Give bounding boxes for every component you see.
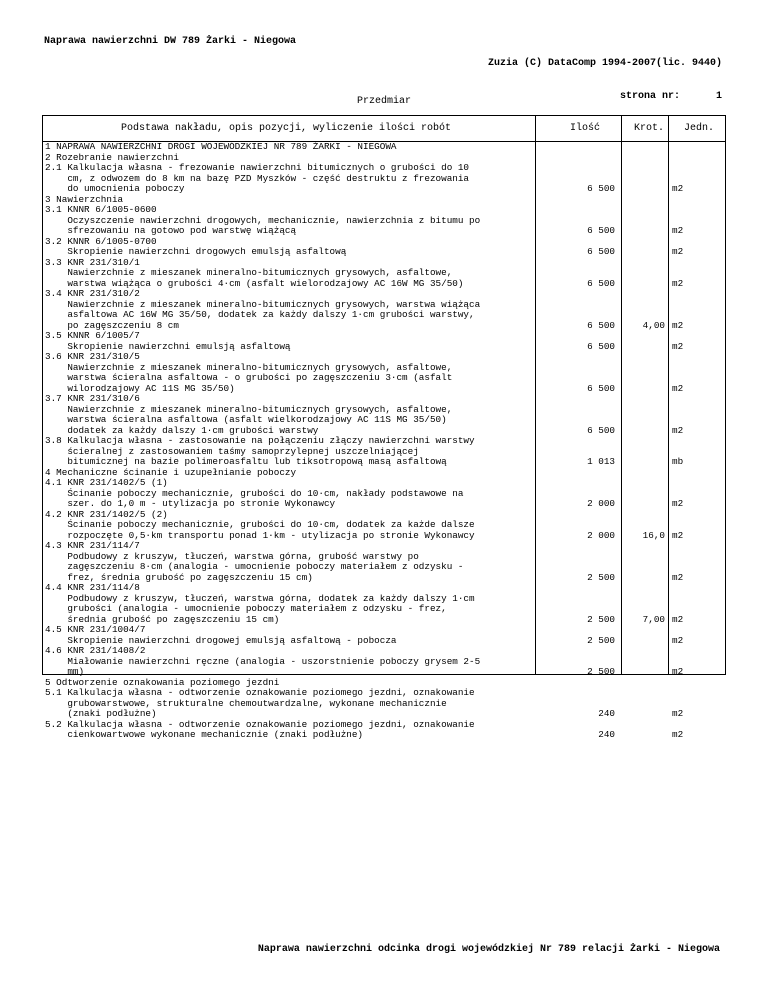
item-unit: m2 <box>672 246 684 257</box>
description-line: ścieralnej z zastosowaniem taśmy samoprzylepnej uszczelniającej <box>45 445 419 457</box>
description-line: 5 Odtworzenie oznakowania poziomego jezdni <box>45 676 280 688</box>
item-unit: m2 <box>672 340 684 352</box>
description-line: 5.2 Kalkulacja własna - odtworzenie oznakowanie poziomego jezdni, oznakowanie <box>45 718 475 730</box>
column-header-description: Podstawa nakładu, opis pozycji, wyliczenie ilości robót <box>121 123 452 134</box>
description-line: Nawierzchnie z mieszanek mineralno-bitumicznych grysowych, asfaltowe, <box>45 403 453 415</box>
table-row <box>43 352 725 394</box>
item-quantity: 1 013 <box>587 456 615 467</box>
column-header-multiplier: Krot. <box>634 123 665 134</box>
item-quantity: 2 000 <box>587 498 615 509</box>
item-quantity: 6 500 <box>587 183 615 194</box>
item-quantity: 2 500 <box>587 634 615 646</box>
description-line: szer. do 1,0 m - utylizacja po stronie Wykonawcy <box>45 498 336 509</box>
item-unit: m2 <box>672 613 684 625</box>
description-line: 3.3 KNR 231/310/1 <box>45 256 140 268</box>
item-multiplier: 7,00 <box>642 613 665 625</box>
column-header-unit: Jedn. <box>684 123 715 134</box>
description-line: cm, z odwozem do 8 km na bazę PZD Myszków - część destruktu z frezowania <box>45 172 470 184</box>
item-unit: m2 <box>672 498 684 509</box>
item-unit: m2 <box>672 708 684 719</box>
item-quantity: 6 500 <box>587 340 615 352</box>
description-line: rozpoczęte 0,5·km transportu ponad 1·km - utylizacja po stronie Wykonawcy <box>45 529 475 541</box>
description-line: 4.2 KNR 231/1402/5 (2) <box>45 508 168 520</box>
item-quantity: 6 500 <box>587 277 615 289</box>
description-line: po zagęszczeniu 8 cm <box>45 319 179 331</box>
item-description <box>43 720 535 741</box>
table-row <box>43 289 725 331</box>
description-line: grubości (analogia - umocnienie poboczy materiałem z odzysku - frez, <box>45 603 447 614</box>
item-description <box>43 258 535 290</box>
table-row <box>43 142 725 153</box>
document-header-left: Naprawa nawierzchni DW 789 Żarki - Niegowa <box>44 36 297 47</box>
description-line: mm) <box>45 666 85 677</box>
item-multiplier: 16,0 <box>642 529 665 541</box>
item-description <box>43 237 535 258</box>
table-row <box>43 541 725 583</box>
table-row <box>43 646 725 678</box>
table-header <box>43 116 725 142</box>
item-quantity: 2 500 <box>587 571 615 583</box>
item-description <box>43 394 535 436</box>
item-unit: m2 <box>672 319 684 331</box>
item-unit: m2 <box>672 382 684 394</box>
item-unit: m2 <box>672 225 684 236</box>
table-row <box>43 688 725 720</box>
description-line: wilorodzajowy AC 11S MG 35/50) <box>45 382 235 394</box>
item-description <box>43 436 535 468</box>
description-line: Skropienie nawierzchni drogowych emulsją asfaltową <box>45 246 347 257</box>
item-unit: m2 <box>672 183 684 194</box>
item-unit: m2 <box>672 424 684 436</box>
item-description <box>43 163 535 195</box>
description-line: (znaki podłużne) <box>45 708 157 719</box>
description-line: 3.2 KNNR 6/1005-0700 <box>45 235 157 247</box>
item-quantity: 6 500 <box>587 246 615 257</box>
table-row <box>43 205 725 237</box>
description-line: Ścinanie poboczy mechanicznie, grubości do 10·cm, dodatek za każde dalsze <box>45 519 475 530</box>
item-unit: m2 <box>672 634 684 646</box>
item-description <box>43 646 535 678</box>
table-row <box>43 237 725 258</box>
description-line: frez, średnia grubość po zagęszczeniu 15 cm) <box>45 571 313 583</box>
item-description <box>43 510 535 542</box>
description-line: Skropienie nawierzchni emulsją asfaltową <box>45 340 291 352</box>
description-line: 3.4 KNR 231/310/2 <box>45 288 140 299</box>
description-line: 4.5 KNR 231/1004/7 <box>45 624 146 635</box>
item-description <box>43 205 535 237</box>
document-footer: Naprawa nawierzchni odcinka drogi wojewódzkiej Nr 789 relacji Żarki - Niegowa <box>257 944 720 955</box>
description-line: zagęszczeniu 8·cm (analogia - umocnienie poboczy materiałem z odzysku - <box>45 561 464 572</box>
description-line: cienkowartwowe wykonane mechanicznie (znaki podłużne) <box>45 729 364 740</box>
description-line: 5.1 Kalkulacja własna - odtworzenie oznakowanie poziomego jezdni, oznakowanie <box>45 687 475 698</box>
item-description <box>43 541 535 583</box>
description-line: Podbudowy z kruszyw, tłuczeń, warstwa górna, grubość warstwy po <box>45 550 419 562</box>
item-unit: m2 <box>672 666 684 677</box>
item-description <box>43 352 535 394</box>
description-line: 1 NAPRAWA NAWIERZCHNI DROGI WOJEWÓDZKIEJ NR 789 ŻARKI - NIEGOWA <box>45 141 397 152</box>
description-line: Skropienie nawierzchni drogowej emulsją asfaltową - pobocza <box>45 634 397 646</box>
document-title: Przedmiar <box>356 96 411 107</box>
item-quantity: 2 000 <box>587 529 615 541</box>
item-description <box>43 583 535 625</box>
item-quantity: 2 500 <box>587 666 615 677</box>
item-quantity: 240 <box>598 708 615 719</box>
table-row <box>43 331 725 352</box>
table-row <box>43 436 725 468</box>
item-unit: m2 <box>672 571 684 583</box>
item-description <box>43 142 535 153</box>
item-quantity: 6 500 <box>587 424 615 436</box>
description-line: 4.3 KNR 231/114/7 <box>45 540 140 551</box>
item-description <box>43 625 535 646</box>
item-quantity: 6 500 <box>587 225 615 236</box>
item-description <box>43 331 535 352</box>
description-line: warstwa ścieralna asfaltowa - o grubości po zagęszczeniu 3·cm (asfalt <box>45 372 453 383</box>
description-line: Miałowanie nawierzchni ręczne (analogia - uszorstnienie poboczy grysem 2-5 <box>45 655 481 667</box>
description-line: 4.6 KNR 231/1408/2 <box>45 645 146 656</box>
item-unit: m2 <box>672 729 684 740</box>
description-line: grubowarstwowe, strukturalne chemoutwardzalne, wykonane mechanicznie <box>45 697 447 709</box>
item-quantity: 6 500 <box>587 319 615 331</box>
description-line: Oczyszczenie nawierzchni drogowych, mechanicznie, nawierzchnia z bitumu po <box>45 214 481 226</box>
item-unit: m2 <box>672 529 684 541</box>
table-row <box>43 510 725 542</box>
item-description <box>43 688 535 720</box>
description-line: Ścinanie poboczy mechanicznie, grubości do 10·cm, nakłady podstawowe na <box>45 487 464 499</box>
item-quantity: 6 500 <box>587 382 615 394</box>
description-line: warstwa ścieralna asfaltowa (asfalt wielkorodzajowy AC 11S MG 35/50) <box>45 414 447 425</box>
item-unit: mb <box>672 456 684 467</box>
description-line: 3.5 KNNR 6/1005/7 <box>45 330 140 341</box>
item-unit: m2 <box>672 277 684 289</box>
description-line: 4.4 KNR 231/114/8 <box>45 582 140 593</box>
item-description <box>43 478 535 510</box>
description-line: asfaltowa AC 16W MG 35/50, dodatek za każdy dalszy 1·cm grubości warstwy, <box>45 309 475 320</box>
description-line: 3.6 KNR 231/310/5 <box>45 351 140 362</box>
description-line: 4 Mechaniczne ścinanie i uzupełnianie poboczy <box>45 466 297 478</box>
table-row <box>43 583 725 625</box>
software-license-line: Zuzia (C) DataComp 1994-2007(lic. 9440) <box>487 58 722 69</box>
column-header-quantity: Ilość <box>570 123 601 134</box>
description-line: Nawierzchnie z mieszanek mineralno-bitumicznych grysowych, asfaltowe, <box>45 361 453 373</box>
table-row <box>43 394 725 436</box>
table-row <box>43 478 725 510</box>
description-line: średnia grubość po zagęszczeniu 15 cm) <box>45 613 280 625</box>
measurement-table <box>42 115 726 740</box>
description-line: warstwa wiążąca o grubości 4·cm (asfalt wielorodzajowy AC 16W MG 35/50) <box>45 277 464 289</box>
item-quantity: 240 <box>598 729 615 740</box>
description-line: Nawierzchnie z mieszanek mineralno-bitumicznych grysowych, asfaltowe, <box>45 267 453 278</box>
item-multiplier: 4,00 <box>642 319 665 331</box>
description-line: sfrezowaniu na gotowo pod warstwę wiążącą <box>45 225 297 236</box>
description-line: 2.1 Kalkulacja własna - frezowanie nawierzchni bitumicznych o grubości do 10 <box>45 162 470 173</box>
description-line: 2 Rozebranie nawierzchni <box>45 151 179 163</box>
table-body <box>43 141 725 740</box>
description-line: 3.7 KNR 231/310/6 <box>45 393 140 404</box>
description-line: 3.8 Kalkulacja własna - zastosowanie na połączeniu złączy nawierzchni warstwy <box>45 435 475 446</box>
description-line: Nawierzchnie z mieszanek mineralno-bitumicznych grysowych, warstwa wiążąca <box>45 298 481 310</box>
description-line: bitumicznej na bazie polimeroasfaltu lub tiksotropową masą asfaltową <box>45 456 447 467</box>
item-quantity: 2 500 <box>587 613 615 625</box>
table-row <box>43 258 725 290</box>
table-row <box>43 625 725 646</box>
description-line: Podbudowy z kruszyw, tłuczeń, warstwa górna, dodatek za każdy dalszy 1·cm <box>45 592 475 604</box>
description-line: 4.1 KNR 231/1402/5 (1) <box>45 477 168 488</box>
description-line: do umocnienia poboczy <box>45 183 185 194</box>
table-row <box>43 163 725 195</box>
item-description <box>43 289 535 331</box>
page-number-line: strona nr: 1 <box>619 91 722 102</box>
description-line: 3.1 KNNR 6/1005-0600 <box>45 204 157 215</box>
description-line: 3 Nawierzchnia <box>45 193 124 205</box>
table-row <box>43 720 725 741</box>
description-line: dodatek za każdy dalszy 1·cm grubości warstwy <box>45 424 319 436</box>
